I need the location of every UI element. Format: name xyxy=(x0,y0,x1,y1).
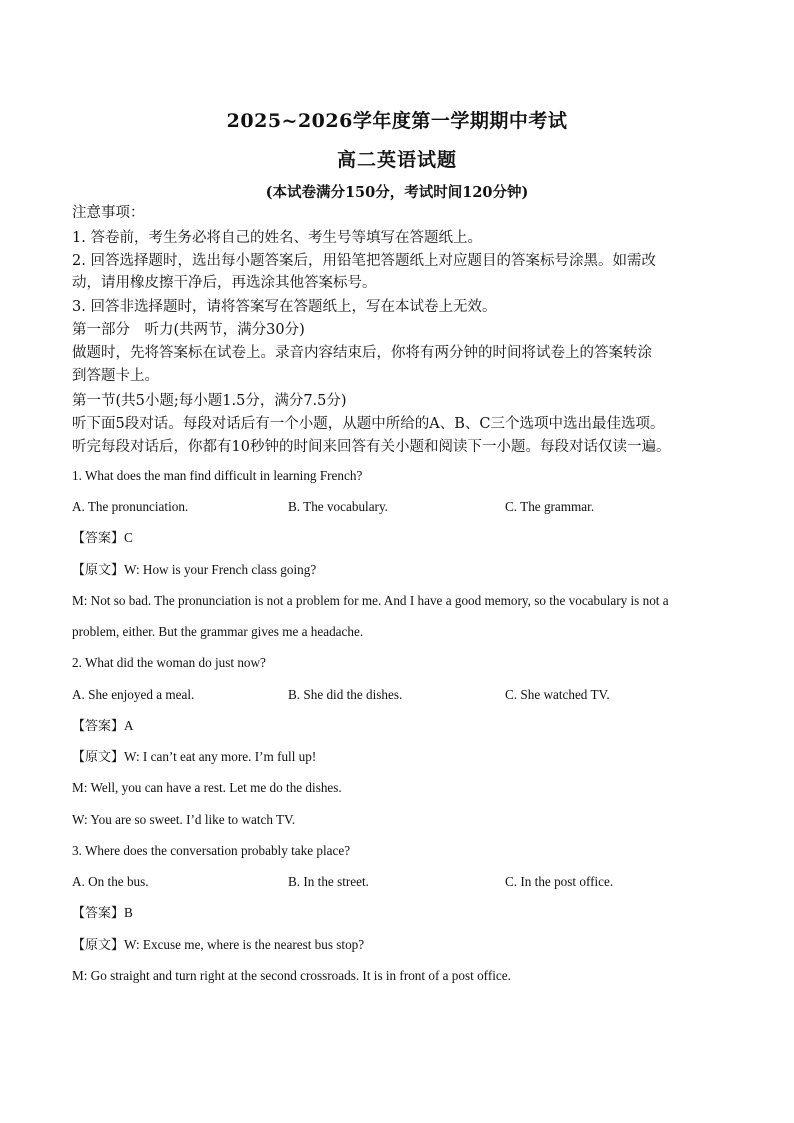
question-3-stem: 3. Where does the conversation probably take place? xyxy=(72,843,351,858)
part1-instruction-line-2: 到答题卡上。 xyxy=(72,368,159,384)
question-3-option-b: B. In the street. xyxy=(288,874,369,889)
question-1-stem: 1. What does the man find difficult in learning French? xyxy=(72,468,363,483)
question-1-option-c: C. The grammar. xyxy=(505,499,595,514)
notes-item-3: 3. 回答非选择题时，请将答案写在答题纸上，写在本试卷上无效。 xyxy=(72,299,497,315)
question-3-script-line-2: M: Go straight and turn right at the second crossroads. It is in front of a post office. xyxy=(72,968,511,983)
question-2-option-b: B. She did the dishes. xyxy=(288,687,403,702)
question-2-script-line-2: M: Well, you can have a rest. Let me do the dishes. xyxy=(72,780,342,795)
question-1-answer xyxy=(72,529,133,548)
script-tag: 【原文】 xyxy=(72,750,125,765)
question-2-script-line-3: W: You are so sweet. I’d like to watch TV. xyxy=(72,812,296,827)
section1-instruction-line-2: 听完每段对话后，你都有10秒钟的时间来回答有关小题和阅读下一小题。每段对话仅读一遍。 xyxy=(72,439,671,455)
notes-item-2-line-1: 2. 回答选择题时，选出每小题答案后，用铅笔把答题纸上对应题目的答案标号涂黑。如需改 xyxy=(72,253,656,269)
script-tag: 【原文】 xyxy=(72,938,125,953)
answer-value: B xyxy=(124,905,133,920)
question-3-option-c: C. In the post office. xyxy=(505,874,614,889)
question-1-script-line-2: M: Not so bad. The pronunciation is not a problem for me. And I have a good memory, so the vocabulary is not a xyxy=(72,593,669,608)
question-2-answer xyxy=(72,717,134,736)
question-2-script-line-1 xyxy=(72,748,316,767)
script-text: W: Excuse me, where is the nearest bus stop? xyxy=(124,937,365,952)
question-1-script-line-3: problem, either. But the grammar gives me a headache. xyxy=(72,624,364,639)
question-3-answer xyxy=(72,904,133,923)
paper-title: 高二英语试题 xyxy=(336,149,457,171)
answer-tag: 【答案】 xyxy=(72,906,125,921)
exam-info: (本试卷满分150分，考试时间120分钟) xyxy=(265,184,529,201)
question-3-script-line-1 xyxy=(72,936,364,955)
section1-instruction-line-1: 听下面5段对话。每段对话后有一个小题，从题中所给的A、B、C三个选项中选出最佳选项。 xyxy=(72,416,665,432)
part1-instruction-line-1: 做题时，先将答案标在试卷上。录音内容结束后，你将有两分钟的时间将试卷上的答案转涂 xyxy=(72,345,652,361)
question-1-option-b: B. The vocabulary. xyxy=(288,499,388,514)
question-2-option-a: A. She enjoyed a meal. xyxy=(72,687,195,702)
answer-tag: 【答案】 xyxy=(72,719,125,734)
notes-item-2-line-2: 动，请用橡皮擦干净后，再选涂其他答案标号。 xyxy=(72,275,377,291)
answer-value: A xyxy=(124,718,134,733)
notes-item-1: 1. 答卷前，考生务必将自己的姓名、考生号等填写在答题纸上。 xyxy=(72,230,482,246)
section1-heading: 第一节(共5小题;每小题1.5分，满分7.5分) xyxy=(72,393,347,409)
script-text: W: How is your French class going? xyxy=(124,562,317,577)
answer-tag: 【答案】 xyxy=(72,531,125,546)
script-tag: 【原文】 xyxy=(72,563,125,578)
question-1-script-line-1 xyxy=(72,561,316,580)
script-text: W: I can’t eat any more. I’m full up! xyxy=(124,749,317,764)
question-3-option-a: A. On the bus. xyxy=(72,874,149,889)
answer-value: C xyxy=(124,530,133,545)
exam-title: 2025~2026学年度第一学期期中考试 xyxy=(226,110,568,132)
question-2-option-c: C. She watched TV. xyxy=(505,687,610,702)
part1-heading: 第一部分 听力(共两节，满分30分) xyxy=(72,322,305,338)
notes-heading: 注意事项： xyxy=(72,205,145,221)
question-1-option-a: A. The pronunciation. xyxy=(72,499,189,514)
question-2-stem: 2. What did the woman do just now? xyxy=(72,655,266,670)
